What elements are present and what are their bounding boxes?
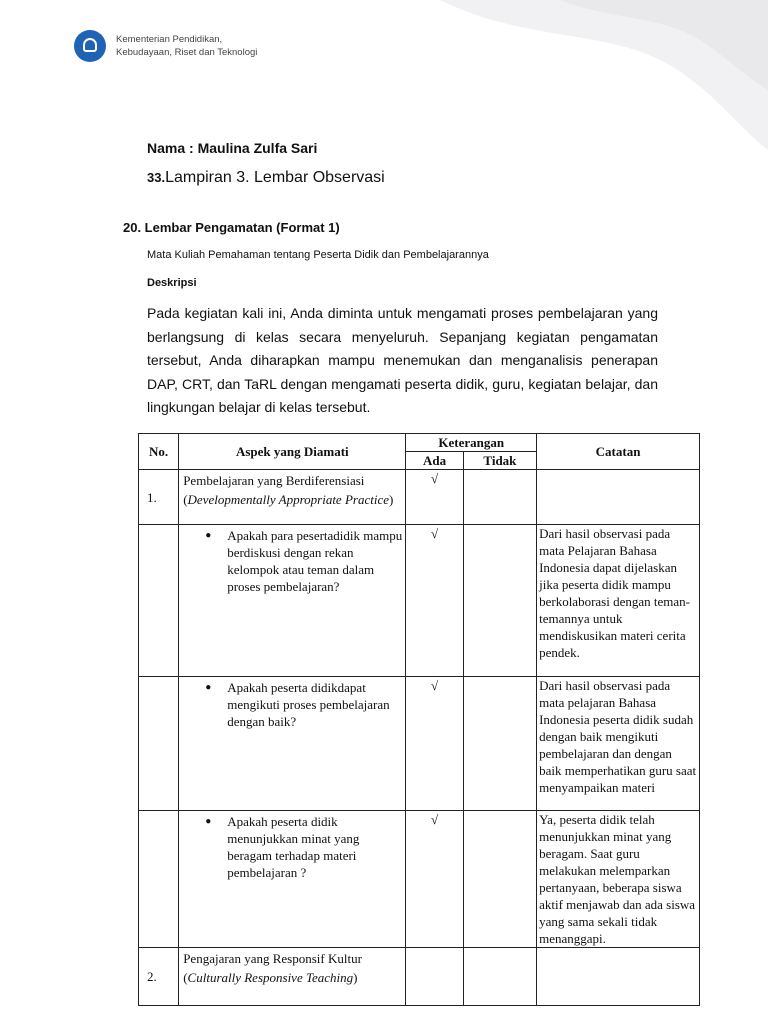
header-tidak: Tidak <box>463 452 536 470</box>
ada-check: √ <box>406 525 463 677</box>
aspect-cell: Pengajaran yang Responsif Kultur (Culturally Responsive Teaching) <box>179 948 406 1006</box>
table-row <box>139 948 700 1006</box>
catatan-cell: Dari hasil observasi pada mata pelajaran Bahasa Indonesia peserta didik sudah dengan baik mengikuti pembelajaran dan dengan baik memperhatikan guru saat menyampaikan materi <box>537 677 700 811</box>
tidak-check <box>463 811 536 948</box>
ada-check: √ <box>406 677 463 811</box>
course-name: Mata Kuliah Pemahaman tentang Peserta Didik dan Pembelajarannya <box>147 249 489 261</box>
table-row <box>139 677 700 811</box>
ada-check: √ <box>406 811 463 948</box>
tidak-check <box>463 948 536 1006</box>
row-number: 2. <box>139 948 179 1006</box>
aspect-cell: ● Apakah para pesertadidik mampu berdiskusi dengan rekan kelompok atau teman dalam proses pembelajaran? <box>179 525 406 677</box>
table-row <box>139 525 700 677</box>
table-row <box>139 470 700 525</box>
ministry-header <box>74 30 257 62</box>
description-paragraph: Pada kegiatan kali ini, Anda diminta untuk mengamati proses pembelajaran yang berlangsung di kelas secara menyeluruh. Sepanjang kegiatan pengamatan tersebut, Anda diharapkan mampu menemukan dan menganalisis penerapan DAP, CRT, dan TaRL dengan mengamati peserta didik, guru, kegiatan belajar, dan lingkungan belajar di kelas tersebut. <box>147 305 658 415</box>
lampiran-title: 33.Lampiran 3. Lembar Observasi <box>147 169 385 186</box>
observation-table <box>138 433 700 1006</box>
description-heading: Deskripsi <box>147 277 197 289</box>
aspect-cell: Pembelajaran yang Berdiferensiasi (Developmentally Appropriate Practice) <box>179 470 406 525</box>
header-aspek: Aspek yang Diamati <box>179 434 406 470</box>
student-name: Nama : Maulina Zulfa Sari <box>147 140 318 156</box>
catatan-cell: Dari hasil observasi pada mata Pelajaran Bahasa Indonesia dapat dijelaskan jika peserta didik mampu berkolaborasi dengan teman-temannya untuk mendiskusikan materi cerita pendek. <box>537 525 700 677</box>
ada-check <box>406 948 463 1006</box>
ministry-name: Kementerian Pendidikan, Kebudayaan, Riset dan Teknologi <box>116 34 258 58</box>
catatan-cell <box>537 470 700 525</box>
header-ada: Ada <box>406 452 463 470</box>
table-row <box>139 811 700 948</box>
catatan-cell <box>537 948 700 1006</box>
bullet-icon: ● <box>205 530 212 541</box>
tidak-check <box>463 470 536 525</box>
ministry-logo-icon <box>74 30 106 62</box>
ada-check: √ <box>406 470 463 525</box>
aspect-cell: ● Apakah peserta didikdapat mengikuti proses pembelajaran dengan baik? <box>179 677 406 811</box>
header-catatan: Catatan <box>537 434 700 470</box>
header-keterangan: Keterangan <box>406 434 537 452</box>
header-no: No. <box>139 434 179 470</box>
tidak-check <box>463 525 536 677</box>
section-heading: 20. Lembar Pengamatan (Format 1) <box>123 220 340 235</box>
bullet-icon: ● <box>205 816 212 827</box>
decorative-wave <box>0 0 768 160</box>
catatan-cell: Ya, peserta didik telah menunjukkan minat yang beragam. Saat guru melakukan melemparkan pertanyaan, beberapa siswa aktif menjawab dan ada siswa yang sama sekali tidak menanggapi. <box>537 811 700 948</box>
bullet-icon: ● <box>205 682 212 693</box>
tidak-check <box>463 677 536 811</box>
row-number: 1. <box>139 470 179 525</box>
aspect-cell: ● Apakah peserta didik menunjukkan minat yang beragam terhadap materi pembelajaran ? <box>179 811 406 948</box>
